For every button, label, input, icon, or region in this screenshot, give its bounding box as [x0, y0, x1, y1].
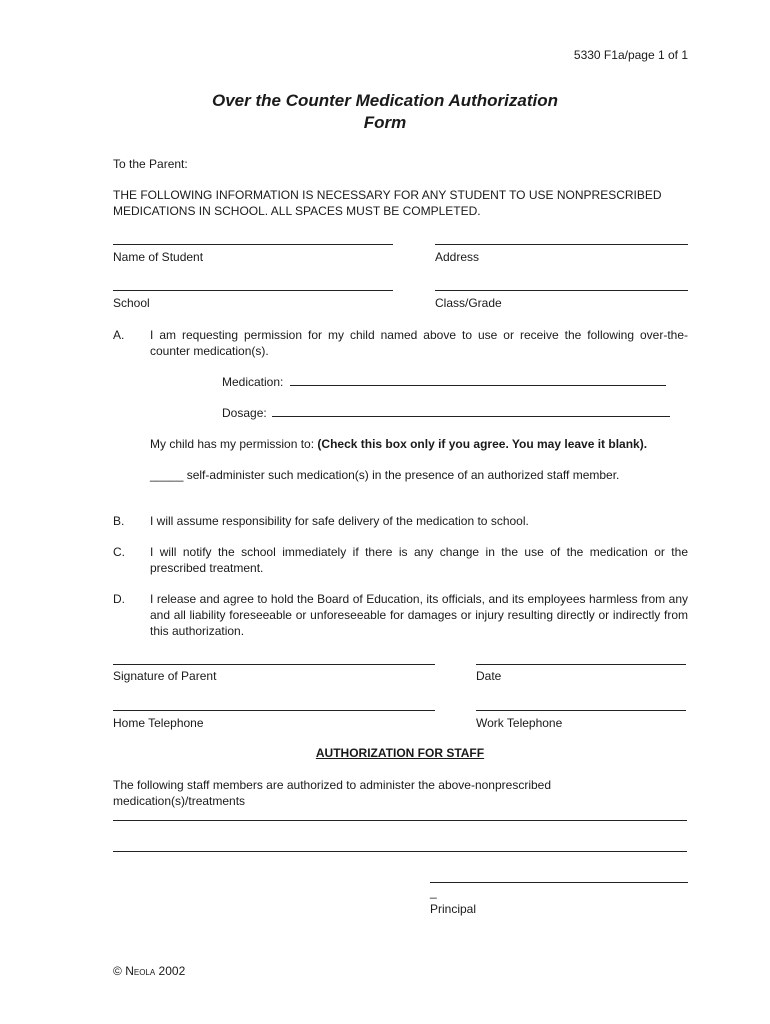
section-d-text: I release and agree to hold the Board of Education, its officials, and its employees harmless from any and all liability foreseeable or unforeseeable for damages or injury resulting directly or indirectly from this authorization.: [150, 592, 688, 638]
section-c-letter: C.: [113, 545, 125, 559]
form-title: [0, 90, 770, 134]
section-c-text: I will notify the school immediately if there is any change in the use of the medication or the prescribed treatment.: [150, 545, 688, 575]
intro-line1: THE FOLLOWING INFORMATION IS NECESSARY FOR ANY STUDENT TO USE NONPRESCRIBED: [113, 188, 662, 202]
address-label: Address: [435, 250, 480, 264]
medication-line[interactable]: [290, 385, 666, 386]
form-title-line2: Form: [363, 113, 407, 132]
permission-note: (Check this box only if you agree. You may leave it blank).: [317, 437, 648, 451]
section-a-text: I am requesting permission for my child named above to use or receive the following over-the-counter medication(s).: [150, 328, 688, 358]
staff-heading: AUTHORIZATION FOR STAFF: [315, 746, 485, 760]
school-line[interactable]: [113, 290, 393, 291]
self-administer-row: [150, 467, 619, 483]
self-administer-text: self-administer such medication(s) in the presence of an authorized staff member.: [186, 468, 620, 482]
copyright-year: 2002: [158, 964, 186, 978]
section-d-letter: D.: [113, 592, 125, 606]
principal-label: Principal: [430, 902, 477, 916]
salutation: To the Parent:: [113, 157, 188, 171]
staff-text-line1: The following staff members are authorized to administer the above-nonprescribed: [113, 778, 552, 792]
principal-extra-underscore: _: [430, 885, 437, 899]
permission-text: My child has my permission to:: [150, 437, 315, 451]
staff-member-line-2[interactable]: [113, 851, 687, 852]
signature-line[interactable]: [113, 664, 435, 665]
section-b-text: I will assume responsibility for safe delivery of the medication to school.: [150, 514, 529, 528]
copyright-symbol: ©: [113, 964, 122, 978]
date-line[interactable]: [476, 664, 686, 665]
work-telephone-label: Work Telephone: [476, 716, 563, 730]
student-name-label: Name of Student: [113, 250, 204, 264]
signature-label: Signature of Parent: [113, 669, 217, 683]
address-line[interactable]: [435, 244, 688, 245]
dosage-line[interactable]: [272, 416, 670, 417]
self-administer-blank[interactable]: _____: [150, 468, 184, 482]
home-telephone-label: Home Telephone: [113, 716, 204, 730]
copyright-footer: [113, 963, 185, 979]
form-title-line1: Over the Counter Medication Authorization: [212, 91, 558, 110]
student-name-line[interactable]: [113, 244, 393, 245]
section-b-letter: B.: [113, 514, 125, 528]
permission-statement: [150, 436, 647, 452]
section-a-letter: A.: [113, 328, 125, 342]
intro-line2: MEDICATIONS IN SCHOOL. ALL SPACES MUST BE COMPLETED.: [113, 204, 481, 218]
staff-text-line2: medication(s)/treatments: [113, 794, 246, 808]
medication-label: Medication:: [222, 375, 284, 389]
class-grade-label: Class/Grade: [435, 296, 502, 310]
date-label: Date: [476, 669, 502, 683]
staff-member-line-1[interactable]: [113, 820, 687, 821]
class-grade-line[interactable]: [435, 290, 688, 291]
work-telephone-line[interactable]: [476, 710, 686, 711]
home-telephone-line[interactable]: [113, 710, 435, 711]
dosage-label: Dosage:: [222, 406, 267, 420]
brand-name: Neola: [125, 964, 156, 978]
principal-line[interactable]: [430, 882, 688, 883]
school-label: School: [113, 296, 150, 310]
form-reference: 5330 F1a/page 1 of 1: [573, 48, 688, 62]
